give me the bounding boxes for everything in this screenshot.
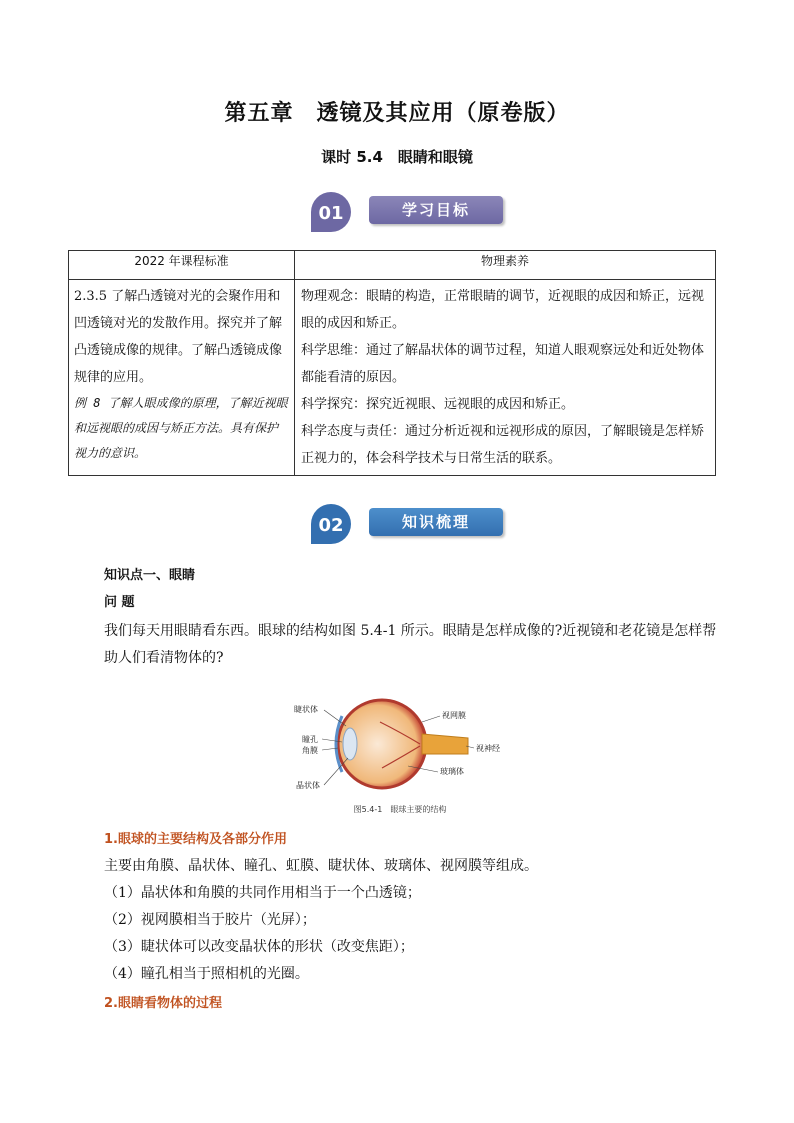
standard-example: 例 8 了解人眼成像的原理，了解近视眼和远视眼的成因与矫正方法。具有保护视力的意识。 (74, 396, 288, 460)
structure-intro: 主要由角膜、晶状体、瞳孔、虹膜、睫状体、玻璃体、视网膜等组成。 (104, 858, 538, 874)
structure-item: （4）瞳孔相当于照相机的光圈。 (104, 966, 309, 982)
eye-structure-figure (290, 692, 510, 817)
section-label: 知识梳理 (369, 508, 503, 536)
standard-cell (69, 280, 295, 476)
label-lens: 晶状体 (296, 781, 320, 790)
table-header-literacy: 物理素养 (295, 251, 716, 280)
lens-shape (343, 728, 357, 760)
process-heading: 2.眼睛看物体的过程 (104, 996, 222, 1011)
section-number: 02 (318, 515, 344, 536)
section-banner-objectives (305, 190, 525, 230)
standard-text: 2.3.5 了解凸透镜对光的会聚作用和凹透镜对光的发散作用。探究并了解凸透镜成像的规律。了解凸透镜成像规律的应用。 (74, 289, 283, 385)
question-text: 我们每天用眼睛看东西。眼球的结构如图 5.4-1 所示。眼睛是怎样成像的?近视镜和老花镜是怎样帮助人们看清物体的? (104, 623, 717, 666)
structure-item: （2）视网膜相当于胶片（光屏）； (104, 912, 316, 928)
optic-nerve-shape (422, 734, 468, 754)
literacy-item: 物理观念：眼睛的构造，正常眼睛的调节，近视眼的成因和矫正，远视眼的成因和矫正。 (301, 289, 705, 331)
page-subtitle: 课时 5.4 眼睛和眼镜 (321, 148, 473, 166)
literacy-item: 科学思维：通过了解晶状体的调节过程，知道人眼观察远处和近处物体都能看清的原因。 (301, 343, 705, 385)
literacy-cell (295, 280, 716, 476)
section-number: 01 (318, 203, 344, 224)
figure-caption: 图5.4-1 眼球主要的结构 (353, 805, 447, 814)
question-label: 问 题 (104, 595, 135, 610)
label-retina: 视网膜 (442, 711, 466, 720)
section-label: 学习目标 (369, 196, 503, 224)
section-banner-knowledge (305, 502, 525, 542)
literacy-item: 科学探究：探究近视眼、远视眼的成因和矫正。 (301, 397, 575, 412)
table-row (69, 280, 716, 476)
section-number-badge (305, 190, 357, 234)
section-number-badge (305, 502, 357, 546)
literacy-item: 科学态度与责任：通过分析近视和远视形成的原因，了解眼镜是怎样矫正视力的，体会科学技术与日常生活的联系。 (301, 424, 705, 466)
standards-table (68, 250, 716, 476)
label-pupil: 瞳孔 (302, 735, 318, 744)
page-title: 第五章 透镜及其应用（原卷版） (224, 101, 570, 126)
table-header-standard: 2022 年课程标准 (69, 251, 295, 280)
table-header-row (69, 251, 716, 280)
knowledge-point-title: 知识点一、眼睛 (104, 568, 196, 583)
structure-item: （3）睫状体可以改变晶状体的形状（改变焦距）； (104, 939, 414, 955)
structure-heading: 1.眼球的主要结构及各部分作用 (104, 832, 287, 847)
structure-item: （1）晶状体和角膜的共同作用相当于一个凸透镜； (104, 885, 421, 901)
label-vitreous: 玻璃体 (440, 767, 464, 776)
label-cornea: 角膜 (302, 746, 318, 755)
label-nerve: 视神经 (476, 744, 500, 753)
label-ciliary: 睫状体 (294, 705, 318, 714)
